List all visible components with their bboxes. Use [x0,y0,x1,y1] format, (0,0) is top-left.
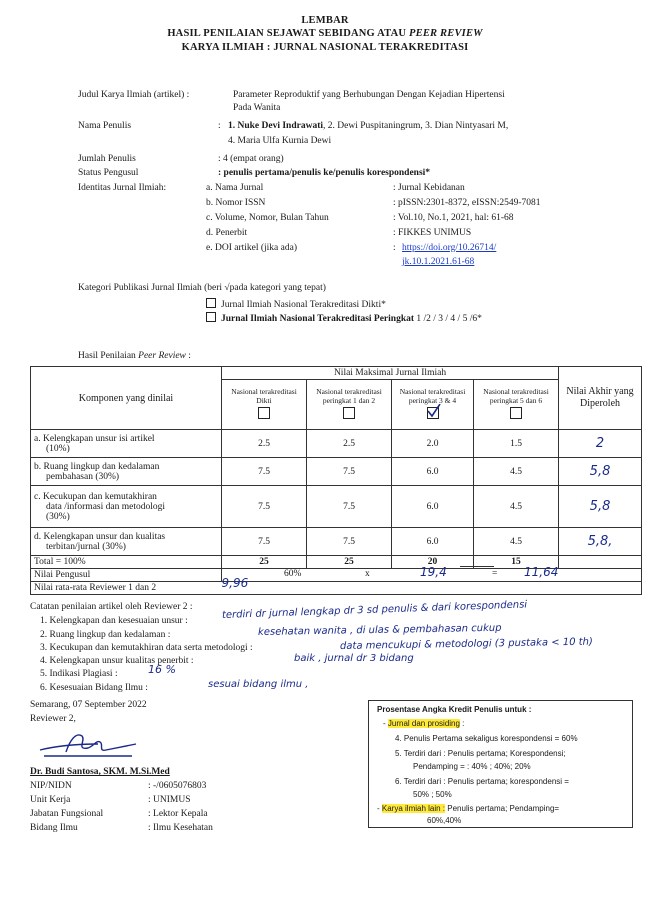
pengusul-pct: 60% [284,569,302,579]
catatan-3: 3. Kecukupan dan kemutakhiran data serta metodologi : [40,643,253,653]
col-peringkat-34-checkbox[interactable] [427,407,439,419]
doc-title-hasil [0,28,650,39]
row-a-label-2: (10%) [46,443,70,454]
signature-name: Dr. Budi Santosa, SKM. M.Si.Med [30,767,170,777]
total-v1: 25 [222,556,307,569]
komponen-header: Komponen yang dinilai [31,367,222,430]
kredit-l5a: 5. Terdiri dari : Penulis pertama; Korespondensi; [395,749,566,758]
review-title-b: Peer Review [138,351,186,361]
sig-bidang-value: : Ilmu Kesehatan [148,823,213,833]
rata-label: Nilai rata-rata Reviewer 1 dan 2 [31,582,222,595]
sig-unit-value: : UNIMUS [148,795,191,805]
col-peringkat-12-label: Nasional terakreditasi peringkat 1 dan 2 [316,387,382,405]
sig-bidang-label: Bidang Ilmu [30,823,78,833]
identitas-val-a: : Jurnal Kebidanan [393,183,465,193]
row-a-label-1: a. Kelengkapan unsur isi artikel [34,433,155,444]
row-d-label-1: d. Kelengkapan unsur dan kualitas [34,531,166,542]
total-v3: 20 [392,556,474,569]
kredit-l4: 4. Penulis Pertama sekaligus korespondensi = 60% [395,734,578,743]
catatan-2-hand: kesehatan wanita , di ulas & pembahasan cukup [257,622,502,638]
total-label: Total = 100% [31,556,222,569]
row-b-v4: 4.5 [474,458,559,486]
pengusul-label: Nilai Pengusul [31,569,222,582]
row-c-v1: 7.5 [222,486,307,528]
row-d-v2: 7.5 [307,528,392,556]
judul-value-2: Pada Wanita [233,103,281,113]
kredit-box [368,700,633,828]
kredit-jurnal-label: Jurnal dan prosiding [387,719,460,728]
total-v4: 15 [474,556,559,569]
kredit-karya: - Karya ilmiah lain : Penulis pertama; Pendamping= [377,804,560,813]
table-row [31,486,642,528]
signature-place-date: Semarang, 07 September 2022 [30,700,147,710]
col-dikti-label: Nasional terakreditasi Dikti [231,387,297,405]
catatan-1: 1. Kelengkapan dan kesesuaian unsur : [40,616,188,626]
row-b-v2: 7.5 [307,458,392,486]
row-b-label-2: pembahasan (30%) [46,471,120,482]
doi-link-1[interactable]: https://doi.org/10.26714/ [402,243,497,253]
pengusul-x: x [365,569,370,579]
row-c-label-1: c. Kecukupan dan kemutakhiran [34,491,157,502]
penulis-value-2: 4. Maria Ulfa Kurnia Dewi [228,136,332,146]
table-row [31,528,642,556]
doc-title-karya: KARYA ILMIAH : JURNAL NASIONAL TERAKREDITASI [181,42,469,53]
catatan-4-hand: baik , jurnal dr 3 bidang [294,653,414,664]
sig-jabatan-value: : Lektor Kepala [148,809,208,819]
identitas-val-b: : pISSN:2301-8372, eISSN:2549-7081 [393,198,541,208]
judul-label: Judul Karya Ilmiah (artikel) : [78,90,190,100]
sig-unit-label: Unit Kerja [30,795,71,805]
col-peringkat-56-checkbox[interactable] [510,407,522,419]
signature-scribble-icon [36,722,146,764]
table-row [31,430,642,458]
col-peringkat-34 [392,380,474,430]
rata-hand: 9,96 [221,576,249,590]
kredit-karya-label: Karya ilmiah lain : [381,804,446,813]
rata-row [31,582,642,595]
kategori-opt2-label: Jurnal Ilmiah Nasional Terakreditasi Peringkat [221,314,415,324]
sig-nip-label: NIP/NIDN [30,781,72,791]
row-c-v3: 6.0 [392,486,474,528]
col-peringkat-56 [474,380,559,430]
row-d-v4: 4.5 [474,528,559,556]
pengusul-hand-1: 19,4 [420,565,447,579]
row-d-final: 5,8, [559,528,642,556]
identitas-val-c: : Vol.10, No.1, 2021, hal: 61-68 [393,213,514,223]
row-a-final: 2 [559,430,642,458]
identitas-key-a: a. Nama Jurnal [206,183,264,193]
catatan-title: Catatan penilaian artikel oleh Reviewer 2 : [30,602,193,612]
row-b-v1: 7.5 [222,458,307,486]
identitas-key-d: d. Penerbit [206,228,248,238]
row-c-label-2: data /informasi dan metodologi [46,501,165,512]
kredit-l6a: 6. Terdiri dari : Penulis pertama; korespondensi = [395,777,569,786]
row-d-label-2: terbitan/jurnal (30%) [46,541,126,552]
row-a-v1: 2.5 [222,430,307,458]
row-a-v2: 2.5 [307,430,392,458]
col-peringkat-12-checkbox[interactable] [343,407,355,419]
row-b-v3: 6.0 [392,458,474,486]
col-peringkat-34-label: Nasional terakreditasi peringkat 3 & 4 [399,387,466,405]
row-c-v4: 4.5 [474,486,559,528]
score-table [30,366,642,595]
review-title [78,351,191,361]
kategori-label: Kategori Publikasi Jurnal Ilmiah (beri √pada kategori yang tepat) [78,283,326,293]
status-value: : penulis pertama/penulis ke/penulis korespondensi* [218,168,431,178]
catatan-5: 5. Indikasi Plagiasi : [40,669,118,679]
pengusul-hand-2: 11,64 [524,565,559,579]
row-d-v3: 6.0 [392,528,474,556]
kredit-l5b: Pendamping = : 40% ; 40%; 20% [413,762,531,771]
identitas-label: Identitas Jurnal Ilmiah: [78,183,167,193]
row-d-v1: 7.5 [222,528,307,556]
row-a-v3: 2.0 [392,430,474,458]
kredit-karya-b: 60%,40% [427,816,462,825]
row-c-label [31,486,222,528]
row-b-label-1: b. Ruang lingkup dan kedalaman [34,461,160,472]
catatan-3-hand: data mencukupi & metodologi (3 pustaka < 10 th) [339,636,593,652]
row-c-label-3: (30%) [46,511,70,522]
max-header: Nilai Maksimal Jurnal Ilmiah [222,367,559,380]
identitas-val-e: : [393,243,396,253]
identitas-key-e: e. DOI artikel (jika ada) [206,243,297,253]
review-title-c: : [185,351,191,361]
review-title-a: Hasil Penilaian [78,351,139,361]
kategori-opt1-label: Jurnal Ilmiah Nasional Terakreditasi Dikti* [221,300,386,310]
penulis-first: 1. Nuke Devi Indrawati [228,121,324,131]
check-mark-icon [427,404,441,418]
row-a-label [31,430,222,458]
penulis-rest: , 2. Dewi Puspitaningrum, 3. Dian Nintyasari M, [323,121,509,131]
row-b-final: 5,8 [559,458,642,486]
catatan-6-hand: sesuai bidang ilmu , [208,679,309,690]
catatan-2: 2. Ruang lingkup dan kedalaman : [40,630,171,640]
penulis-value-1 [228,121,508,131]
col-dikti-checkbox[interactable] [258,407,270,419]
doc-title-lembar: LEMBAR [301,15,349,26]
kredit-title: Prosentase Angka Kredit Penulis untuk : [377,705,532,714]
catatan-4: 4. Kelengkapan unsur kualitas penerbit : [40,656,194,666]
kategori-opt2-checkbox[interactable] [206,312,216,322]
jumlah-label: Jumlah Penulis [78,154,136,164]
kategori-opt1 [206,298,386,310]
row-d-label [31,528,222,556]
col-peringkat-56-label: Nasional terakreditasi peringkat 5 dan 6 [483,387,549,405]
pengusul-calc [222,565,642,582]
signature-role: Reviewer 2, [30,714,76,724]
status-label: Status Pengusul [78,168,139,178]
akhir-header: Nilai Akhir yang Diperoleh [559,367,642,430]
sig-jabatan-label: Jabatan Fungsional [30,809,104,819]
col-peringkat-12 [307,380,392,430]
identitas-key-c: c. Volume, Nomor, Bulan Tahun [206,213,329,223]
row-a-v4: 1.5 [474,430,559,458]
doc-title-hasil-b: PEER REVIEW [409,28,483,39]
catatan-5-hand: 16 % [148,663,176,676]
kategori-opt2-tail: 1 /2 / 3 / 4 / 5 /6* [414,314,482,324]
doi-link-2[interactable]: jk.10.1.2021.61-68 [402,257,475,267]
total-v2: 25 [307,556,392,569]
identitas-val-d: : FIKKES UNIMUS [393,228,472,238]
doc-title-hasil-a: HASIL PENILAIAN SEJAWAT SEBIDANG ATAU [167,28,409,39]
pengusul-eq: = [492,569,498,579]
kredit-l6b: 50% ; 50% [413,790,452,799]
kategori-opt1-checkbox[interactable] [206,298,216,308]
kredit-jurnal: - Jurnal dan prosiding : [383,719,465,728]
row-c-final: 5,8 [559,486,642,528]
row-c-v2: 7.5 [307,486,392,528]
catatan-1-hand: terdiri dr jurnal lengkap dr 3 sd penulis & dari korespondensi [221,599,528,621]
col-dikti [222,380,307,430]
rata-value-cell [221,576,642,595]
kategori-opt2 [206,312,482,324]
sig-nip-value: : -/0605076803 [148,781,207,791]
catatan-6: 6. Kesesuaian Bidang Ilmu : [40,683,148,693]
kredit-karya-rest: Penulis pertama; Pendamping= [445,804,560,813]
row-b-label [31,458,222,486]
identitas-key-b: b. Nomor ISSN [206,198,266,208]
table-row [31,458,642,486]
pengusul-row [31,569,642,582]
judul-value-1: Parameter Reproduktif yang Berhubungan Dengan Kejadian Hipertensi [233,90,505,100]
penulis-label: Nama Penulis [78,121,132,131]
jumlah-value: : 4 (empat orang) [218,154,284,164]
penulis-colon: : [218,121,221,131]
pengusul-underline [460,566,494,567]
kredit-jurnal-colon: : [459,719,465,728]
